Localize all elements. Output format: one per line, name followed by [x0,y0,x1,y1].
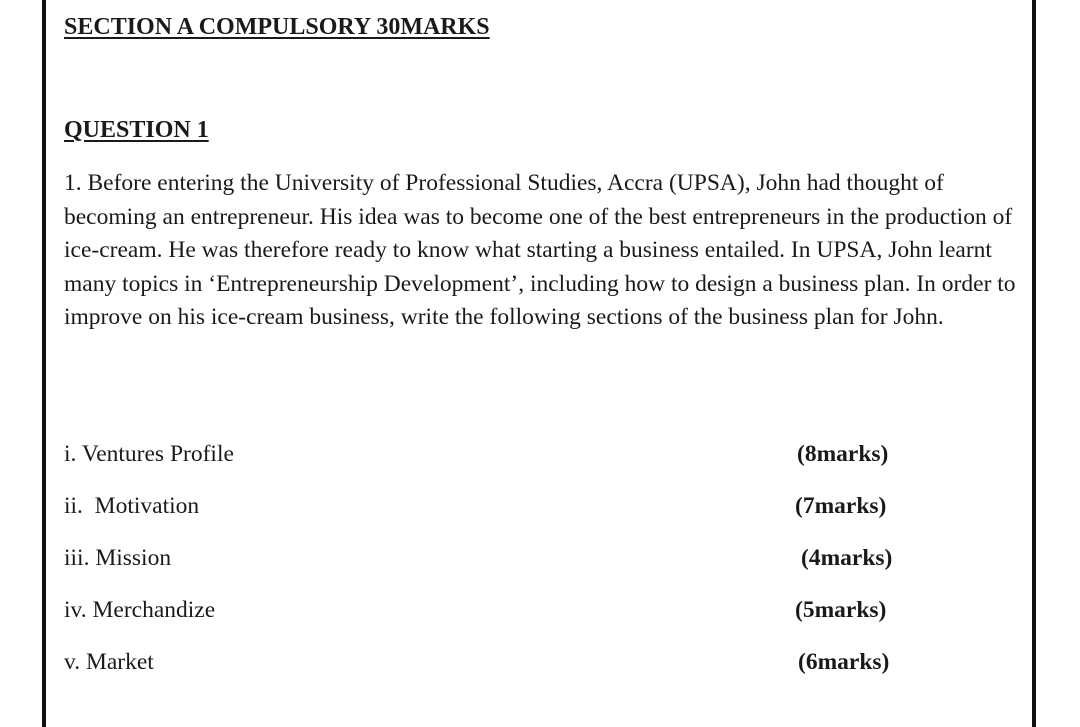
part-marks: (6marks) [798,649,890,675]
part-label: i. Ventures Profile [64,441,234,467]
question-text: 1. Before entering the University of Professional Studies, Accra (UPSA), John had thought of becoming an entrepreneur. His idea was to become one of the best entrepreneurs in the production of ice-cream. He was therefore ready to know what starting a business entailed. In UPSA, John learnt many topics in ‘Entrepreneurship Development’, including how to design a business plan. In order to improve on his ice-cream business, write the following sections of the business plan for John. [64,170,1016,330]
page-border-left [42,0,46,727]
question-parts-list [64,436,914,696]
part-marks: (7marks) [795,493,887,519]
part-marks: (4marks) [801,545,893,571]
question-part [64,644,914,696]
question-part [64,540,914,592]
part-label: ii. Motivation [64,493,200,519]
part-label: iv. Merchandize [64,597,216,623]
part-label: v. Market [64,649,154,675]
question-heading: QUESTION 1 [64,117,209,143]
part-marks: (8marks) [797,441,889,467]
section-heading: SECTION A COMPULSORY 30MARKS [64,14,490,40]
question-part [64,436,914,488]
question-part [64,592,914,644]
page-border-right [1032,0,1036,727]
part-label: iii. Mission [64,545,172,571]
question-part [64,488,914,540]
part-marks: (5marks) [795,597,887,623]
